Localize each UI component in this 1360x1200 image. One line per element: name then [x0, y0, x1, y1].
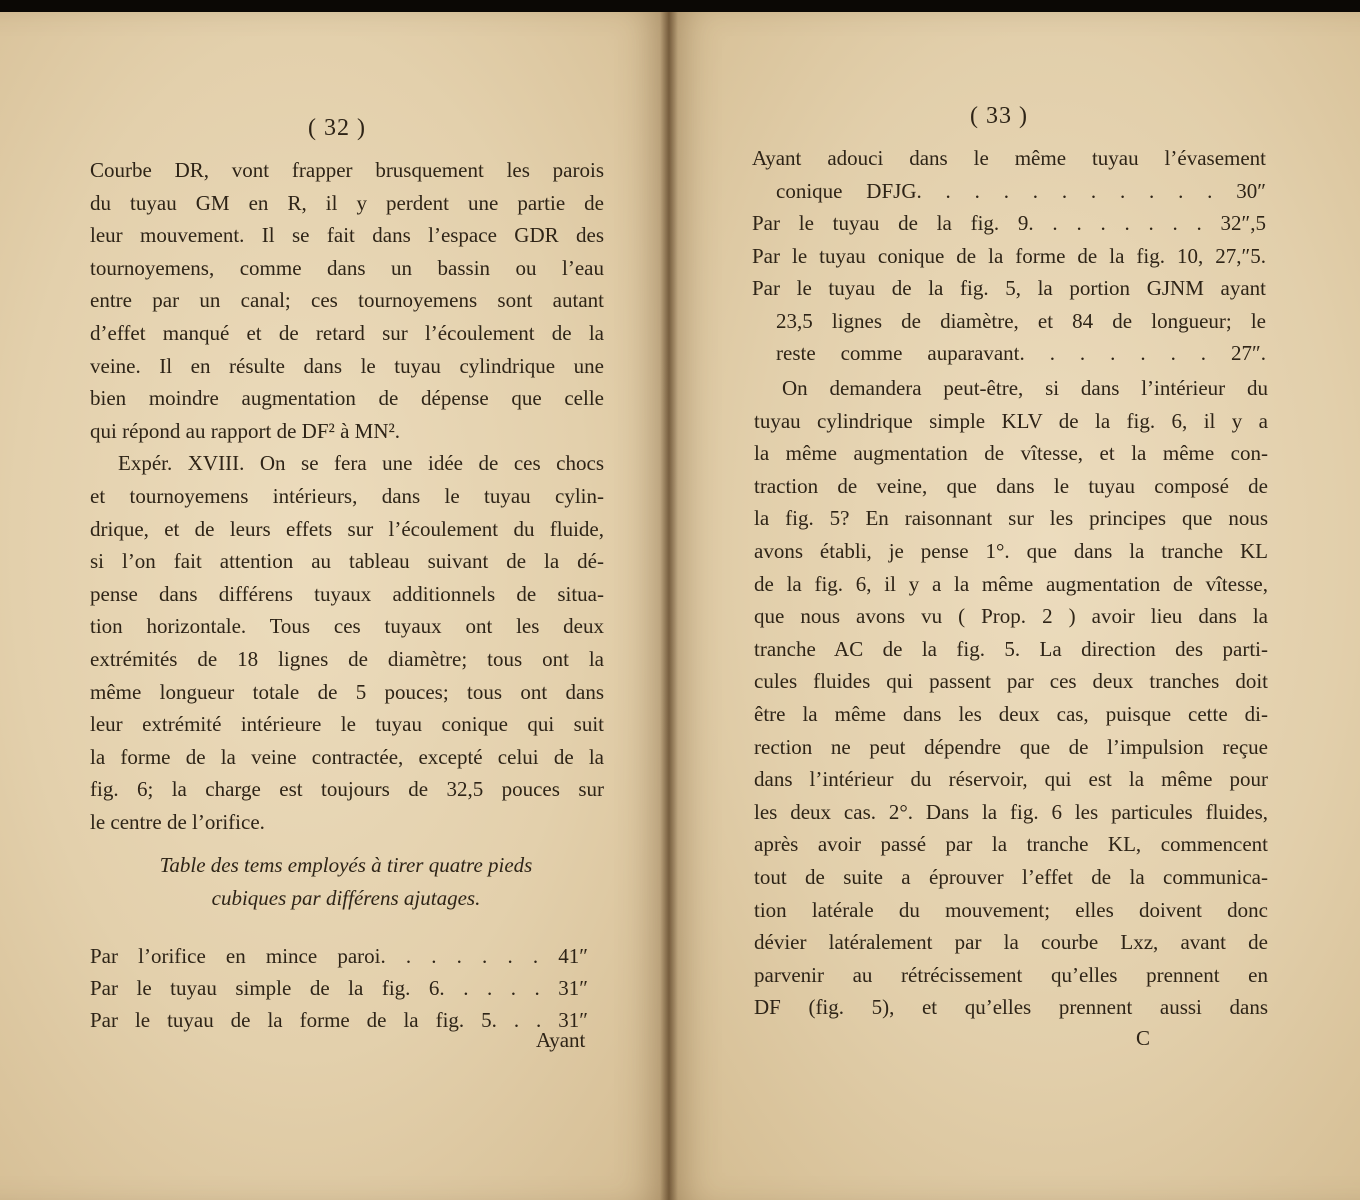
text-line: On demandera peut-être, si dans l’intérieur du — [782, 376, 1268, 400]
table-row: Par le tuyau de la fig. 5, la portion GJNM ayant — [752, 276, 1266, 300]
text-line: la fig. 5? En raisonnant sur les principes que nous — [754, 506, 1268, 531]
text-line: entre par un canal; ces tournoyemens sont autant — [90, 288, 604, 313]
table-row: Par le tuyau de la fig. 9. . . . . . . . 32″,5 — [752, 211, 1266, 235]
text-line: dans l’intérieur du réservoir, qui est la même pour — [754, 767, 1268, 792]
signature-mark: C — [1136, 1026, 1151, 1050]
text-line: après avoir passé par la tranche KL, commencent — [754, 832, 1268, 857]
table-caption-line-2: cubiques par différens ajutages. — [211, 886, 481, 910]
book-gutter — [660, 12, 678, 1200]
text-line: la forme de la veine contractée, excepté celui de la — [90, 744, 604, 769]
table-caption-line-1: Table des tems employés à tirer quatre pieds — [159, 853, 533, 877]
text-line: leur mouvement. Il se fait dans l’espace GDR des — [90, 223, 604, 248]
text-line: avons établi, je pense 1°. que dans la tranche KL — [754, 539, 1268, 563]
text-line: dévier latéralement par la courbe Lxz, avant de — [754, 930, 1268, 955]
text-line: pense dans différens tuyaux additionnels de situa- — [90, 581, 604, 606]
text-line: extrémités de 18 lignes de diamètre; tous ont la — [90, 647, 604, 671]
text-line: du tuyau GM en R, il y perdent une partie de — [90, 190, 604, 215]
right-page — [668, 12, 1360, 1200]
text-line: même longueur totale de 5 pouces; tous ont dans — [90, 679, 604, 704]
text-line: tion horizontale. Tous ces tuyaux ont les deux — [90, 614, 604, 639]
left-page-number: ( 32 ) — [308, 115, 366, 141]
text-line: tion latérale du mouvement; elles doivent donc — [754, 897, 1268, 922]
right-page-number: ( 33 ) — [970, 103, 1028, 129]
text-line: que nous avons vu ( Prop. 2 ) avoir lieu dans la — [754, 604, 1268, 629]
catchword: Ayant — [536, 1028, 586, 1052]
table-row: Par le tuyau simple de la fig. 6. . . . . 31″ — [90, 976, 588, 1000]
text-line: les deux cas. 2°. Dans la fig. 6 les particules fluides, — [754, 799, 1268, 824]
text-line: Courbe DR, vont frapper brusquement les parois — [90, 158, 604, 182]
text-line: drique, et de leurs effets sur l’écoulement du fluide, — [90, 516, 604, 541]
text-line: de la fig. 6, il y a la même augmentation de vîtesse, — [754, 571, 1268, 596]
text-line: DF (fig. 5), et qu’elles prennent aussi dans — [754, 995, 1268, 1020]
text-line: leur extrémité intérieure le tuyau conique qui suit — [90, 712, 604, 737]
text-line: cules fluides qui passent par ces deux tranches doit — [754, 669, 1268, 694]
text-line: rection ne peut dépendre que de l’impulsion reçue — [754, 734, 1268, 759]
text-line: parvenir au rétrécissement qu’elles prennent en — [754, 962, 1268, 987]
text-line: si l’on fait attention au tableau suivant de la dé- — [90, 549, 604, 574]
text-line: tranche AC de la fig. 5. La direction des parti- — [754, 636, 1268, 661]
table-row: 23,5 lignes de diamètre, et 84 de longueur; le — [776, 308, 1266, 333]
table-row: Ayant adouci dans le même tuyau l’évasement — [752, 146, 1266, 170]
text-line: être la même dans les deux cas, puisque cette di- — [754, 702, 1268, 726]
text-line: Expér. XVIII. On se fera une idée de ces chocs — [118, 451, 604, 476]
text-line: bien moindre augmentation de dépense que celle — [90, 386, 604, 411]
text-line: et tournoyemens intérieurs, dans le tuyau cylin- — [90, 484, 604, 508]
text-line: traction de veine, que dans le tuyau composé de — [754, 473, 1268, 498]
table-row: reste comme auparavant. . . . . . . 27″. — [776, 341, 1266, 365]
text-line: d’effet manqué et de retard sur l’écoulement de la — [90, 321, 604, 345]
left-page — [0, 12, 668, 1200]
table-row: Par le tuyau conique de la forme de la fig. 10, 27,″5. — [752, 243, 1266, 268]
table-row: conique DFJG. . . . . . . . . . . 30″ — [776, 178, 1266, 203]
text-line: le centre de l’orifice. — [90, 810, 265, 834]
text-line: qui répond au rapport de DF² à MN². — [90, 418, 401, 443]
text-line: la même augmentation de vîtesse, et la même con- — [754, 441, 1268, 466]
text-line: tuyau cylindrique simple KLV de la fig. 6, il y a — [754, 408, 1268, 433]
text-line: fig. 6; la charge est toujours de 32,5 pouces sur — [90, 777, 604, 802]
table-row: Par l’orifice en mince paroi. . . . . . . 41″ — [90, 944, 588, 968]
text-line: veine. Il en résulte dans le tuyau cylindrique une — [90, 353, 604, 378]
text-line: tournoyemens, comme dans un bassin ou l’eau — [90, 255, 604, 280]
table-row: Par le tuyau de la forme de la fig. 5. . . 31″ — [90, 1008, 588, 1032]
text-line: tout de suite a éprouver l’effet de la communica- — [754, 865, 1268, 889]
